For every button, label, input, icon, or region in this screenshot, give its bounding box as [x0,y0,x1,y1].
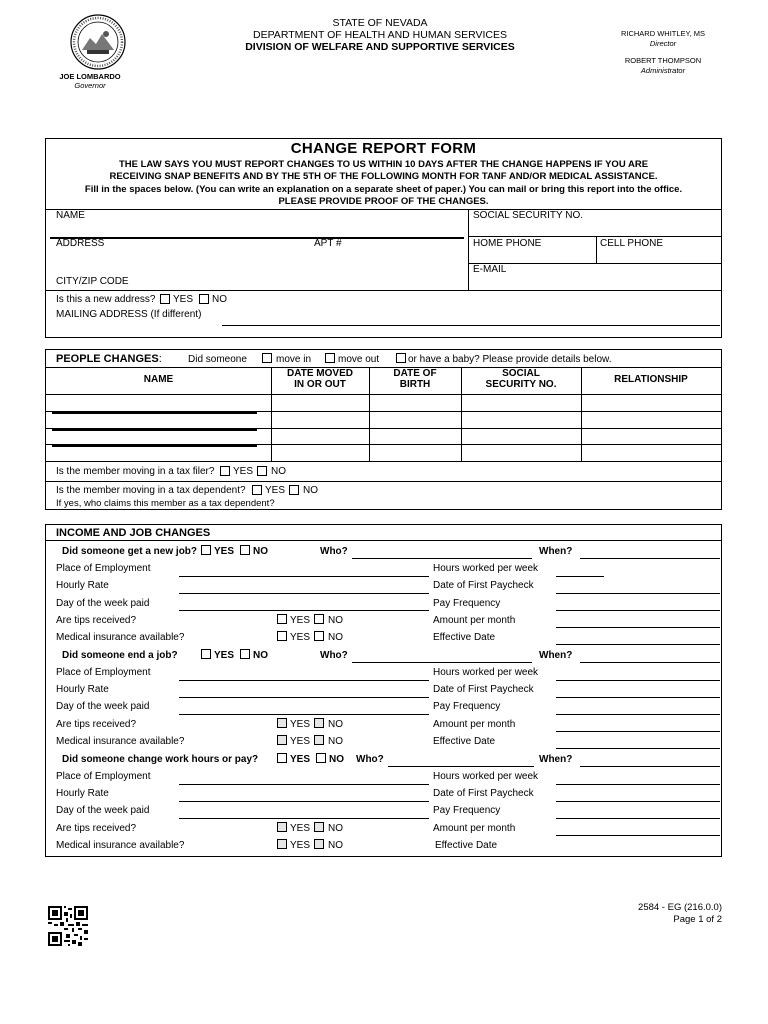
tips-no-label: NO [328,823,343,834]
hours-week-field[interactable] [556,576,604,577]
tips-yes-checkbox[interactable] [277,822,287,832]
hourly-rate-label: Hourly Rate [56,684,109,695]
effective-date-field[interactable] [556,748,720,749]
first-paycheck-field[interactable] [556,697,720,698]
day-paid-field[interactable] [179,714,429,715]
tips-no-label: NO [328,719,343,730]
administrator-name: ROBERT THOMPSON [624,56,702,65]
medical-yes-checkbox[interactable] [277,631,287,641]
people-changes-heading: PEOPLE CHANGES: [56,353,162,365]
pay-frequency-label: Pay Frequency [433,598,501,609]
hourly-rate-field[interactable] [179,593,429,594]
tax-filer-yes-label: YES [233,466,254,477]
tips-yes-checkbox[interactable] [277,718,287,728]
new-job-who-field[interactable] [352,558,532,559]
place-employment-field[interactable] [179,576,429,577]
medical-no-checkbox[interactable] [314,631,324,641]
have-baby-label: or have a baby? Please provide details below. [408,354,612,365]
end-job-no-checkbox[interactable] [240,649,250,659]
col-header-name: NAME [143,374,174,385]
tips-question: Are tips received? [56,615,137,626]
proof-notice: PLEASE PROVIDE PROOF OF THE CHANGES. [278,196,489,207]
agency-header [180,17,580,53]
people-changes-section [45,349,722,510]
qr-code [48,906,88,946]
medical-yes-label: YES [290,840,311,851]
governor-name: JOE LOMBARDO [59,72,121,81]
end-job-yes-label: YES [214,650,235,661]
medical-no-checkbox[interactable] [314,839,324,849]
move-out-label: move out [338,354,380,365]
tax-filer-no-checkbox[interactable] [257,466,267,476]
place-employment-label: Place of Employment [56,667,151,678]
form-number: 2584 - EG (216.0.0) [638,902,722,913]
change-hours-who-label: Who? [356,754,384,765]
hourly-rate-field[interactable] [179,801,429,802]
col-header-date-moved: DATE MOVED IN OR OUT [287,368,353,390]
medical-no-label: NO [328,736,343,747]
pay-frequency-field[interactable] [556,610,720,611]
tax-filer-no-label: NO [271,466,286,477]
who-claims-label: If yes, who claims this member as a tax dependent? [56,498,275,509]
day-paid-field[interactable] [179,610,429,611]
medical-question: Medical insurance available? [56,840,185,851]
move-in-checkbox[interactable] [262,353,272,363]
form-number-block [638,902,722,926]
who-claims-field[interactable] [292,509,720,510]
medical-question: Medical insurance available? [56,632,185,643]
place-employment-field[interactable] [179,784,429,785]
new-address-no-checkbox[interactable] [199,294,209,304]
pay-frequency-label: Pay Frequency [433,805,501,816]
tips-yes-label: YES [290,719,311,730]
form-title: CHANGE REPORT FORM [290,140,477,157]
division-name: DIVISION OF WELFARE AND SUPPORTIVE SERVICES [245,41,515,53]
pay-frequency-label: Pay Frequency [433,701,501,712]
change-report-section [45,138,722,338]
end-job-who-field[interactable] [352,662,532,663]
end-job-yes-checkbox[interactable] [201,649,211,659]
effective-date-label: Effective Date [433,632,496,643]
hours-week-label: Hours worked per week [433,563,539,574]
medical-yes-checkbox[interactable] [277,735,287,745]
move-in-label: move in [276,354,312,365]
income-heading: INCOME AND JOB CHANGES [56,527,211,539]
cell-phone-label: CELL PHONE [600,238,663,249]
home-phone-label: HOME PHONE [473,238,542,249]
end-job-when-field[interactable] [580,662,720,663]
tips-question: Are tips received? [56,719,137,730]
new-job-who-label: Who? [320,546,348,557]
tips-no-checkbox[interactable] [314,614,324,624]
pay-frequency-field[interactable] [556,714,720,715]
col-header-relationship: RELATIONSHIP [614,374,688,385]
hourly-rate-label: Hourly Rate [56,788,109,799]
hourly-rate-field[interactable] [179,697,429,698]
medical-no-label: NO [328,840,343,851]
medical-yes-checkbox[interactable] [277,839,287,849]
col-header-ssn: SOCIAL SECURITY NO. [485,368,557,390]
change-hours-who-field[interactable] [388,766,534,767]
tax-dependent-yes-label: YES [265,485,286,496]
col-header-dob: DATE OF BIRTH [393,368,437,390]
hours-week-field[interactable] [556,680,720,681]
income-job-section [45,524,722,857]
change-hours-no-checkbox[interactable] [316,753,326,763]
medical-no-label: NO [328,632,343,643]
new-job-yes-label: YES [214,546,235,557]
director-name: RICHARD WHITLEY, MS [620,29,706,38]
tips-no-checkbox[interactable] [314,822,324,832]
first-paycheck-label: Date of First Paycheck [433,580,534,591]
new-address-yes-label: YES [173,294,194,305]
amount-month-field[interactable] [556,731,720,732]
day-paid-field[interactable] [179,818,429,819]
effective-date-label: Effective Date [435,840,498,851]
tax-dependent-question: Is the member moving in a tax dependent? [56,485,246,496]
hours-week-label: Hours worked per week [433,771,539,782]
change-hours-question: Did someone change work hours or pay? [62,754,259,765]
day-paid-label: Day of the week paid [56,701,150,712]
tips-no-checkbox[interactable] [314,718,324,728]
amount-month-field[interactable] [556,627,720,628]
apt-label: APT # [314,238,342,249]
administrator-title: Administrator [640,66,686,75]
tips-yes-label: YES [290,615,311,626]
email-label: E-MAIL [473,264,507,275]
end-job-question: Did someone end a job? [62,650,178,661]
amount-month-label: Amount per month [433,823,516,834]
medical-question: Medical insurance available? [56,736,185,747]
change-hours-yes-checkbox[interactable] [277,753,287,763]
end-job-who-label: Who? [320,650,348,661]
address-label: ADDRESS [56,238,105,249]
did-someone-label: Did someone [188,354,247,365]
mailing-address-field[interactable] [222,325,720,326]
place-employment-field[interactable] [179,680,429,681]
move-out-checkbox[interactable] [325,353,335,363]
new-address-no-label: NO [212,294,227,305]
director-block [600,29,726,49]
new-job-question: Did someone get a new job? [62,546,198,557]
end-job-when-label: When? [539,650,573,661]
page-number: Page 1 of 2 [673,914,722,925]
law-notice-line2: RECEIVING SNAP BENEFITS AND BY THE 5TH OF THE FOLLOWING MONTH FOR TANF AND/OR MEDICAL ASSISTANCE. [109,171,658,182]
first-paycheck-field[interactable] [556,801,720,802]
hours-week-field[interactable] [556,784,720,785]
table-row[interactable] [52,412,257,414]
effective-date-field[interactable] [556,644,720,645]
place-employment-label: Place of Employment [56,771,151,782]
change-hours-when-label: When? [539,754,573,765]
department-name: DEPARTMENT OF HEALTH AND HUMAN SERVICES [253,29,507,41]
medical-yes-label: YES [290,632,311,643]
new-job-yes-checkbox[interactable] [201,545,211,555]
pay-frequency-field[interactable] [556,818,720,819]
new-job-no-label: NO [253,546,268,557]
change-hours-when-field[interactable] [580,766,720,767]
day-paid-label: Day of the week paid [56,805,150,816]
new-job-when-label: When? [539,546,573,557]
tips-yes-label: YES [290,823,311,834]
first-paycheck-field[interactable] [556,593,720,594]
governor-block [40,72,140,90]
tips-yes-checkbox[interactable] [277,614,287,624]
ssn-label: SOCIAL SECURITY NO. [473,210,584,221]
medical-no-checkbox[interactable] [314,735,324,745]
tax-filer-question: Is the member moving in a tax filer? [56,466,215,477]
new-address-question: Is this a new address? [56,294,156,305]
law-notice-line1: THE LAW SAYS YOU MUST REPORT CHANGES TO US WITHIN 10 DAYS AFTER THE CHANGE HAPPENS IF YOU ARE [118,159,649,170]
tips-no-label: NO [328,615,343,626]
first-paycheck-label: Date of First Paycheck [433,788,534,799]
amount-month-field[interactable] [556,835,720,836]
tax-dependent-yes-checkbox[interactable] [252,485,262,495]
tax-dependent-no-checkbox[interactable] [289,485,299,495]
state-name: STATE OF NEVADA [332,17,428,29]
end-job-no-label: NO [253,650,268,661]
medical-yes-label: YES [290,736,311,747]
amount-month-label: Amount per month [433,719,516,730]
city-zip-label: CITY/ZIP CODE [56,276,129,287]
new-job-when-field[interactable] [580,558,720,559]
tips-question: Are tips received? [56,823,137,834]
hours-week-label: Hours worked per week [433,667,539,678]
new-address-yes-checkbox[interactable] [160,294,170,304]
place-employment-label: Place of Employment [56,563,151,574]
tax-dependent-no-label: NO [303,485,318,496]
name-label: NAME [56,210,85,221]
day-paid-label: Day of the week paid [56,598,150,609]
governor-title: Governor [74,81,106,90]
have-baby-checkbox[interactable] [396,353,406,363]
director-title: Director [649,39,677,48]
amount-month-label: Amount per month [433,615,516,626]
instructions-line: Fill in the spaces below. (You can write an explanation on a separate sheet of paper.) You can mail or bring this report into the office. [84,184,683,195]
change-hours-yes-label: YES [290,754,311,765]
new-job-no-checkbox[interactable] [240,545,250,555]
administrator-block [600,56,726,76]
table-row[interactable] [52,445,257,447]
table-row[interactable] [52,429,257,431]
hourly-rate-label: Hourly Rate [56,580,109,591]
mailing-address-label: MAILING ADDRESS (If different) [56,309,202,320]
change-hours-no-label: NO [329,754,344,765]
tax-filer-yes-checkbox[interactable] [220,466,230,476]
state-seal [70,14,126,70]
first-paycheck-label: Date of First Paycheck [433,684,534,695]
name-field[interactable] [50,237,464,239]
effective-date-label: Effective Date [433,736,496,747]
